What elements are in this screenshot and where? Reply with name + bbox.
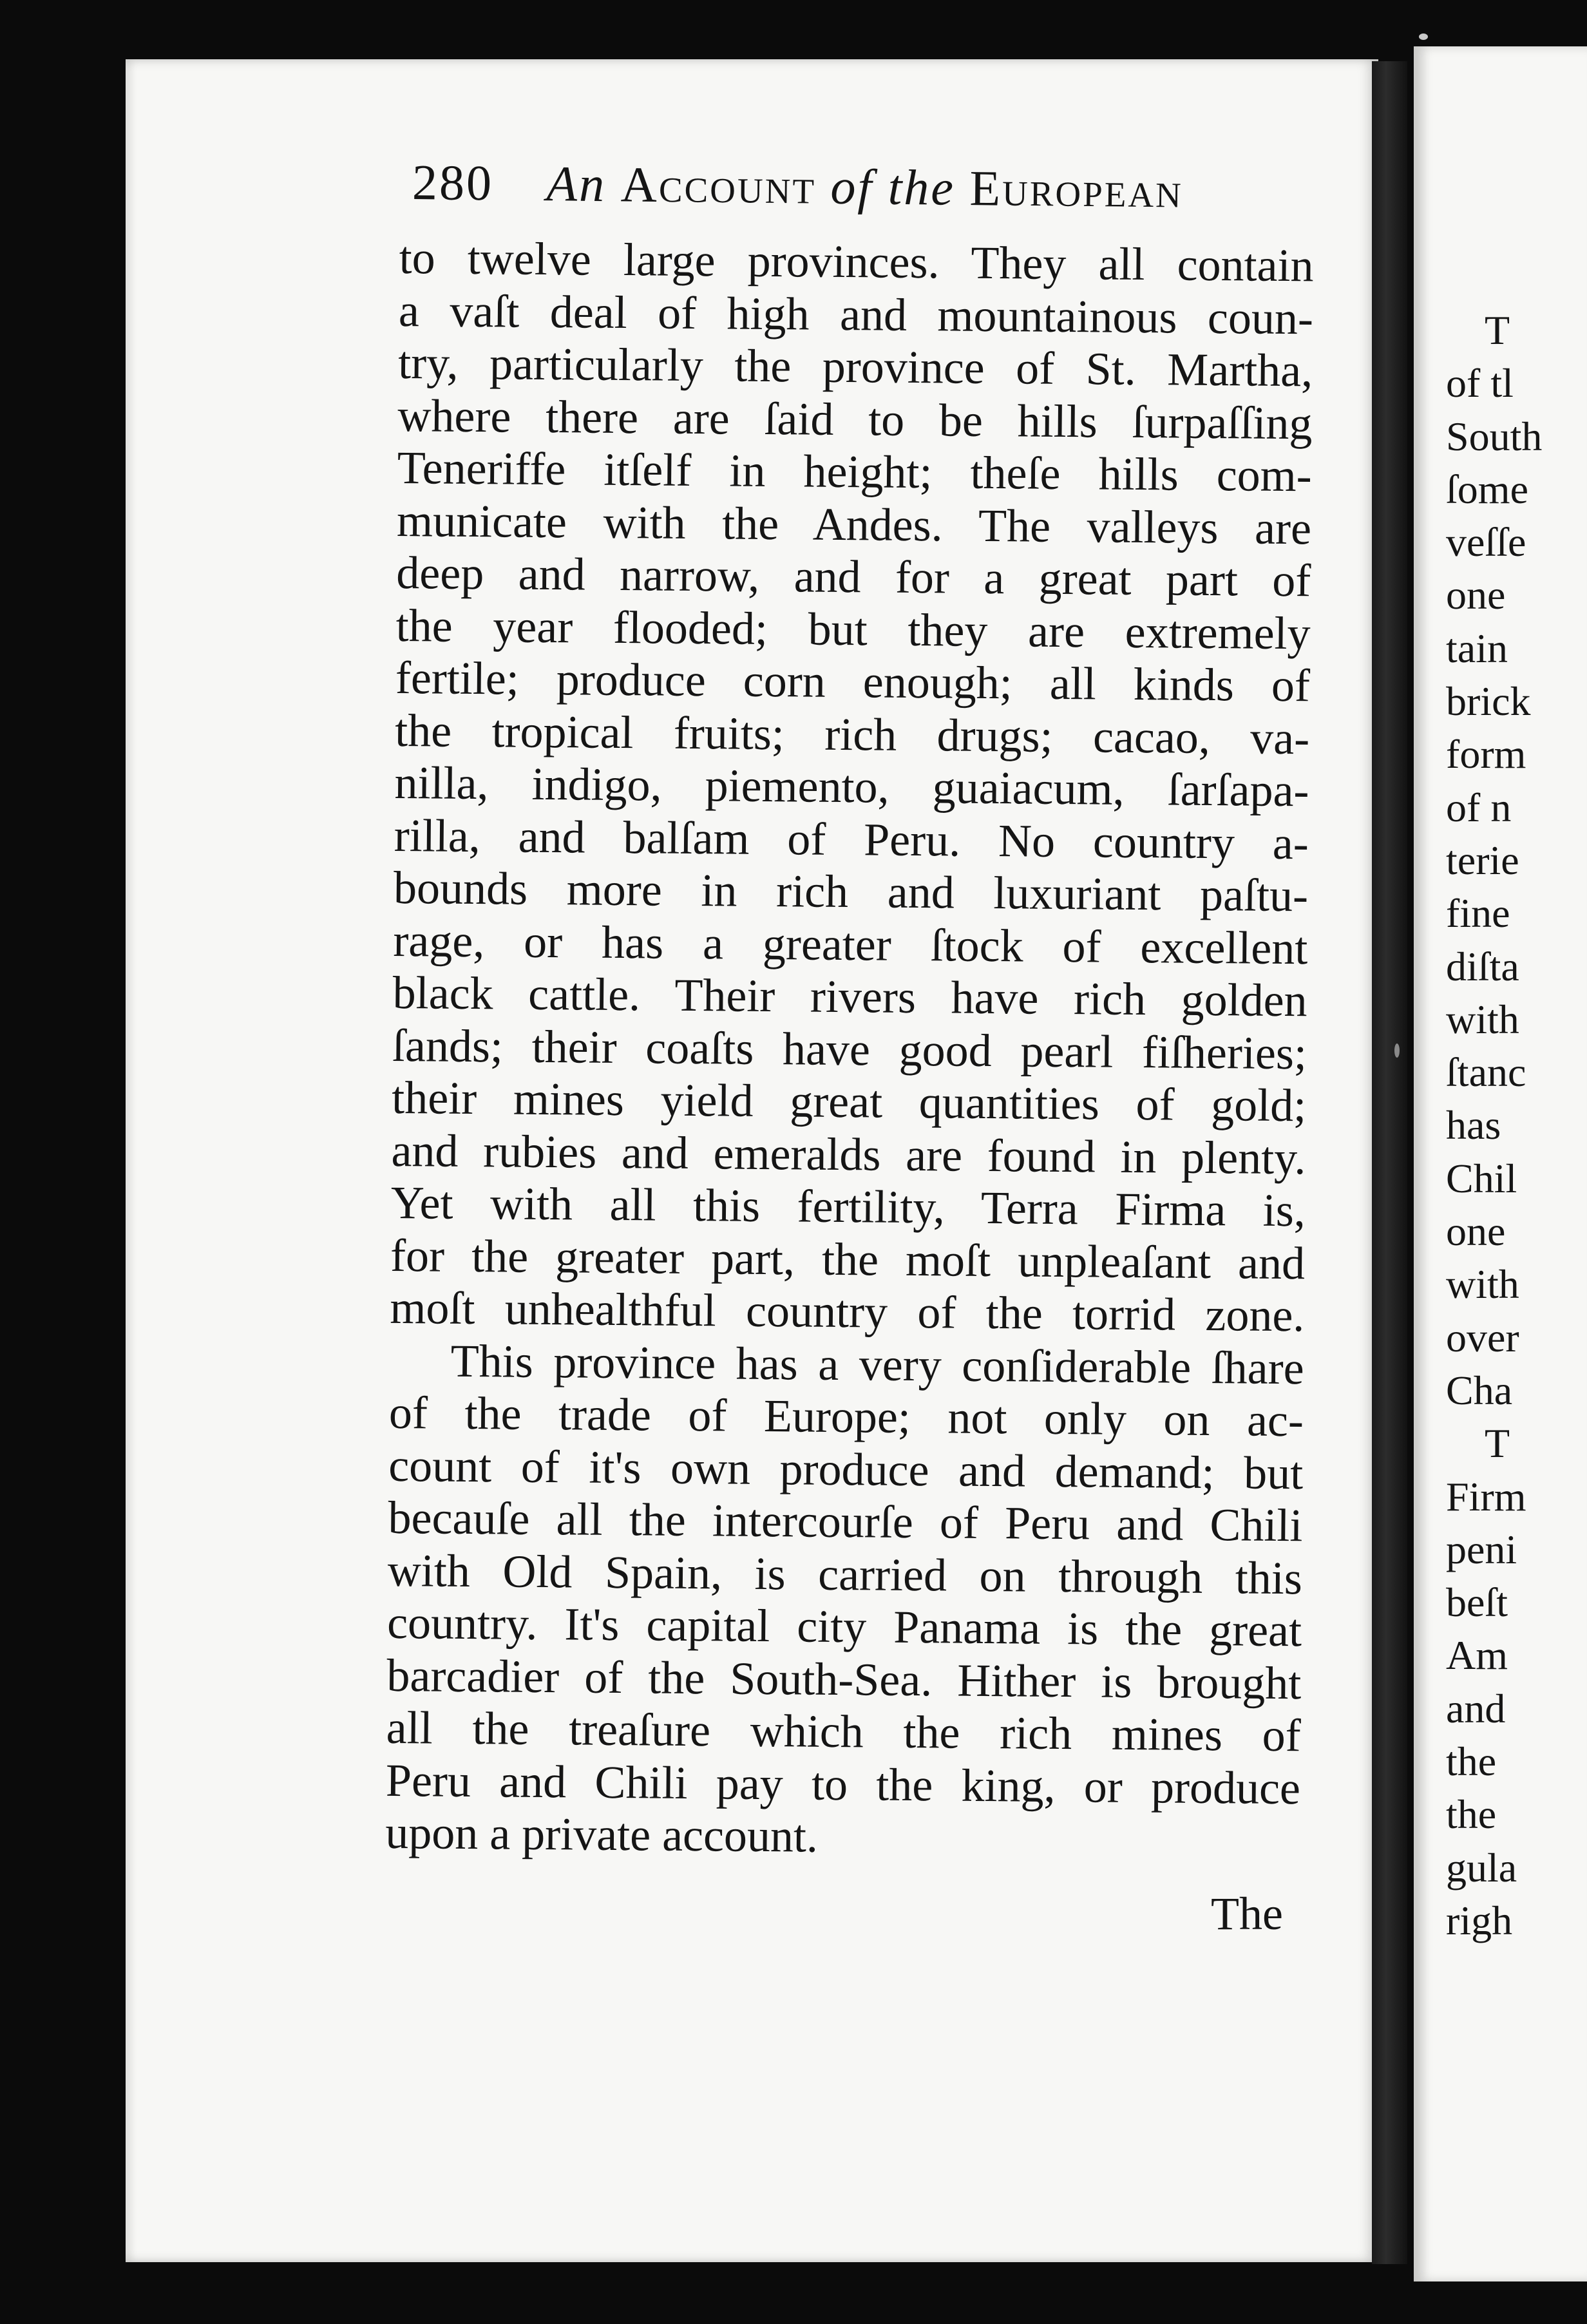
running-head-an: An	[546, 155, 607, 213]
text-line: ſands; their coaſts have good pearl fiſheries;	[392, 1019, 1307, 1079]
right-line-fragment: Chil	[1446, 1155, 1517, 1201]
right-line-fragment: beſt	[1446, 1579, 1508, 1626]
scan-speck	[1419, 33, 1428, 40]
right-line-fragment: with	[1446, 1261, 1519, 1308]
text-line: country. It's capital city Panama is the great	[386, 1596, 1302, 1657]
text-line: becauſe all the intercourſe of Peru and Chili	[388, 1491, 1303, 1552]
text-line: count of it's own produce and demand; but	[388, 1439, 1304, 1499]
right-line-fragment: diſta	[1446, 943, 1519, 989]
running-head-of-the: of the	[830, 158, 956, 216]
text-line: Peru and Chili pay to the king, or produce	[385, 1754, 1301, 1814]
right-line-fragment: the	[1446, 1738, 1497, 1785]
text-line: rilla, and balſam of Peru. No country a-	[394, 809, 1309, 869]
text-line: a vaſt deal of high and mountainous coun-	[398, 284, 1314, 344]
right-line-fragment: of n	[1446, 784, 1512, 830]
right-line-fragment: and	[1446, 1685, 1506, 1731]
right-line-fragment: tain	[1446, 625, 1508, 671]
text-line: the tropical fruits; rich drugs; cacao, va-	[394, 704, 1310, 764]
right-line-fragment: Firm	[1446, 1473, 1526, 1519]
right-page-text	[1446, 304, 1542, 1947]
right-line-fragment: one	[1446, 1208, 1506, 1255]
right-line-fragment: gula	[1446, 1844, 1517, 1891]
running-head	[412, 153, 1184, 220]
right-line-fragment: T	[1485, 1420, 1510, 1467]
right-line-fragment: fine	[1446, 890, 1510, 937]
text-line: This province has a very conſiderable ſhare	[450, 1335, 1305, 1394]
text-line: upon a private account.	[385, 1806, 819, 1862]
right-line-fragment: the	[1446, 1791, 1497, 1838]
scan-speck	[1394, 1043, 1400, 1058]
text-line: nilla, indigo, piemento, guaiacum, ſarſapa-	[394, 756, 1309, 817]
right-line-fragment: T	[1485, 307, 1510, 353]
right-line-fragment: ſome	[1446, 466, 1528, 512]
text-line: barcadier of the South-Sea. Hither is brought	[386, 1649, 1302, 1709]
catchword: The	[1211, 1888, 1283, 1939]
text-line: their mines yield great quantities of gold;	[391, 1071, 1307, 1132]
body-text	[385, 232, 1314, 1867]
page-number: 280	[412, 154, 494, 211]
book-gutter	[1372, 61, 1407, 2264]
right-line-fragment: Cha	[1446, 1367, 1513, 1413]
right-line-fragment: Am	[1446, 1632, 1508, 1679]
right-line-fragment: ſtanc	[1446, 1049, 1526, 1096]
running-head-european: European	[969, 160, 1184, 218]
text-line: the year flooded; but they are extremely	[395, 599, 1311, 659]
text-line: rage, or has a greater ſtock of excellent	[393, 914, 1308, 974]
right-line-fragment: over	[1446, 1314, 1519, 1360]
right-line-fragment: one	[1446, 572, 1506, 618]
text-line: municate with the Andes. The valleys are	[396, 494, 1312, 554]
right-line-fragment: veſſe	[1446, 519, 1526, 566]
text-line: black cattle. Their rivers have rich golden	[392, 966, 1307, 1027]
right-line-fragment: South	[1446, 413, 1543, 459]
running-head-account: Account	[620, 156, 817, 214]
right-line-fragment: peni	[1446, 1526, 1517, 1572]
text-line: of the trade of Europe; not only on ac-	[388, 1386, 1304, 1447]
text-line: bounds more in rich and luxuriant paſtu-	[393, 861, 1309, 922]
text-line: all the treaſure which the rich mines of	[386, 1701, 1302, 1762]
text-line: with Old Spain, is carried on through this	[387, 1544, 1303, 1604]
text-line: to twelve large provinces. They all contain	[399, 232, 1314, 292]
right-line-fragment: terie	[1446, 837, 1519, 883]
right-line-fragment: has	[1446, 1102, 1501, 1148]
right-line-fragment: with	[1446, 996, 1519, 1042]
right-line-fragment: of tl	[1446, 360, 1514, 406]
right-line-fragment: righ	[1446, 1897, 1513, 1943]
right-line-fragment: form	[1446, 731, 1526, 777]
text-line: moſt unhealthful country of the torrid zone.	[390, 1281, 1305, 1342]
right-line-fragment: brick	[1446, 678, 1531, 725]
text-line: where there are ſaid to be hills ſurpaſſing	[397, 389, 1313, 449]
text-line: Yet with all this fertility, Terra Firma is,	[390, 1176, 1306, 1237]
text-line: Teneriffe itſelf in height; theſe hills com-	[397, 441, 1313, 502]
text-line: and rubies and emeralds are found in plenty.	[391, 1124, 1306, 1184]
text-line: fertile; produce corn enough; all kinds of	[395, 651, 1311, 712]
text-line: try, particularly the province of St. Martha,	[397, 336, 1313, 397]
text-line: for the greater part, the moſt unpleaſant and	[390, 1229, 1306, 1289]
right-page	[1414, 46, 1587, 2281]
text-line: deep and narrow, and for a great part of	[396, 546, 1311, 607]
